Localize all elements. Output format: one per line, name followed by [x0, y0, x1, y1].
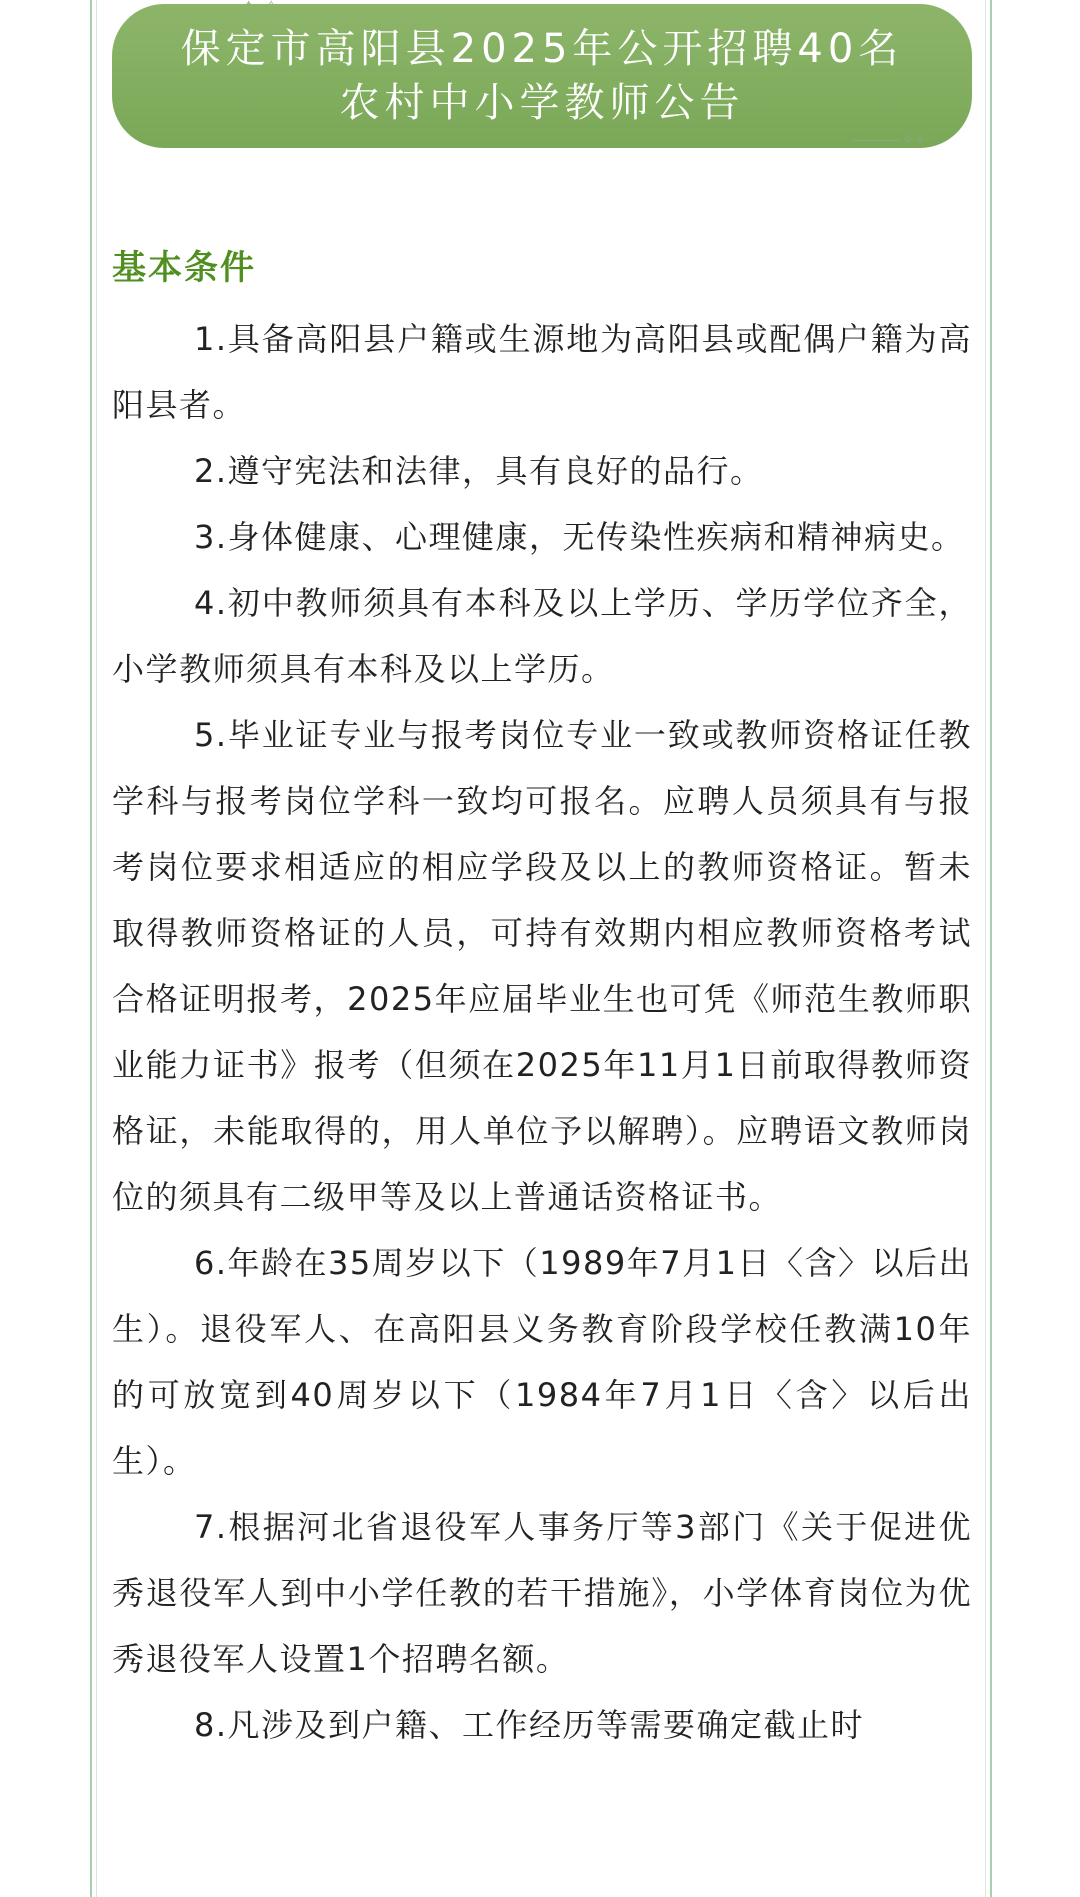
banner-title-line-1: 保定市高阳县2025年公开招聘40名 [180, 26, 904, 72]
banner-title-line-2: 农村中小学教师公告 [339, 80, 745, 126]
content-body [112, 238, 972, 1758]
section-heading: 基本条件 [112, 248, 256, 288]
condition-item-4: 4.初中教师须具有本科及以上学历、学历学位齐全，小学教师须具有本科及以上学历。 [112, 584, 972, 688]
document-page [90, 0, 992, 1897]
condition-item-1: 1.具备高阳县户籍或生源地为高阳县或配偶户籍为高阳县者。 [112, 320, 972, 424]
sparkle-icon: ✧✧ [902, 132, 926, 148]
condition-item-2: 2.遵守宪法和法律，具有良好的品行。 [194, 452, 764, 490]
condition-item-7: 7.根据河北省退役军人事务厅等3部门《关于促进优秀退役军人到中小学任教的若干措施》，小学体育岗位为优秀退役军人设置1个招聘名额。 [112, 1508, 972, 1678]
title-banner [112, 4, 972, 148]
condition-item-3: 3.身体健康、心理健康，无传染性疾病和精神病史。 [194, 518, 965, 556]
condition-item-6: 6.年龄在35周岁以下（1989年7月1日〈含〉以后出生）。退役军人、在高阳县义务教育阶段学校任教满10年的可放宽到40周岁以下（1984年7月1日〈含〉以后出生）。 [112, 1244, 972, 1480]
banner-sparkle-decoration [853, 132, 926, 148]
condition-item-8: 8.凡涉及到户籍、工作经历等需要确定截止时 [194, 1706, 865, 1744]
decorative-line [853, 140, 899, 141]
condition-item-5: 5.毕业证专业与报考岗位专业一致或教师资格证任教学科与报考岗位学科一致均可报名。应聘人员须具有与报考岗位要求相适应的相应学段及以上的教师资格证。暂未取得教师资格证的人员，可持有效期内相应教师资格考试合格证明报考，2025年应届毕业生也可凭《师范生教师职业能力证书》报考（但须在2025年11月1日前取得教师资格证，未能取得的，用人单位予以解聘）。应聘语文教师岗位的须具有二级甲等及以上普通话资格证书。 [112, 716, 972, 1216]
